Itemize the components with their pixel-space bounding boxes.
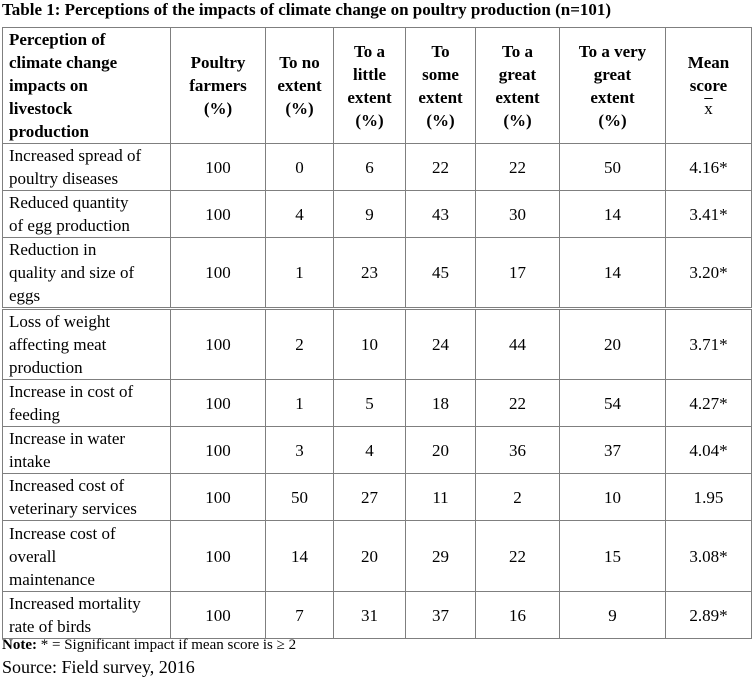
table-caption: Table 1: Perceptions of the impacts of climate change on poultry production (n=101)	[2, 0, 612, 19]
cell-very-great-extent: 37	[560, 427, 666, 474]
row-label: Increased cost of veterinary services	[3, 474, 171, 521]
row-label: Increase in cost of feeding	[3, 380, 171, 427]
cell-little-extent: 6	[334, 144, 406, 191]
cell-little-extent: 9	[334, 191, 406, 238]
cell-mean-score: 2.89*	[666, 592, 752, 639]
cell-no-extent: 7	[266, 592, 334, 639]
table-row	[3, 474, 752, 521]
cell-very-great-extent: 10	[560, 474, 666, 521]
cell-little-extent: 10	[334, 309, 406, 380]
cell-little-extent: 4	[334, 427, 406, 474]
cell-farmers: 100	[171, 521, 266, 592]
cell-very-great-extent: 14	[560, 238, 666, 309]
cell-some-extent: 43	[406, 191, 476, 238]
cell-no-extent: 50	[266, 474, 334, 521]
cell-some-extent: 24	[406, 309, 476, 380]
cell-mean-score: 3.08*	[666, 521, 752, 592]
table-row	[3, 144, 752, 191]
cell-farmers: 100	[171, 427, 266, 474]
table-row	[3, 427, 752, 474]
cell-mean-score: 4.27*	[666, 380, 752, 427]
cell-great-extent: 44	[476, 309, 560, 380]
table-note	[2, 636, 296, 654]
note-text: * = Significant impact if mean score is ≥ 2	[36, 637, 297, 653]
cell-very-great-extent: 9	[560, 592, 666, 639]
row-label: Increase cost of overall maintenance	[3, 521, 171, 592]
cell-some-extent: 37	[406, 592, 476, 639]
row-label: Increased mortality rate of birds	[3, 592, 171, 639]
cell-very-great-extent: 20	[560, 309, 666, 380]
cell-no-extent: 1	[266, 238, 334, 309]
cell-farmers: 100	[171, 144, 266, 191]
cell-great-extent: 2	[476, 474, 560, 521]
cell-little-extent: 20	[334, 521, 406, 592]
row-label: Reduction in quality and size of eggs	[3, 238, 171, 309]
cell-some-extent: 18	[406, 380, 476, 427]
header-poultry-farmers: Poultry farmers (%)	[171, 28, 266, 144]
cell-some-extent: 11	[406, 474, 476, 521]
table-row	[3, 309, 752, 380]
cell-mean-score: 3.41*	[666, 191, 752, 238]
cell-mean-score: 3.71*	[666, 309, 752, 380]
source-line: Source: Field survey, 2016	[2, 657, 195, 677]
table-row	[3, 521, 752, 592]
cell-no-extent: 2	[266, 309, 334, 380]
header-great-extent: To a great extent (%)	[476, 28, 560, 144]
cell-little-extent: 31	[334, 592, 406, 639]
header-row	[3, 28, 752, 144]
row-label: Increased spread of poultry diseases	[3, 144, 171, 191]
cell-great-extent: 36	[476, 427, 560, 474]
cell-mean-score: 3.20*	[666, 238, 752, 309]
header-very-great-extent: To a very great extent (%)	[560, 28, 666, 144]
table-row	[3, 592, 752, 639]
cell-mean-score: 4.16*	[666, 144, 752, 191]
cell-no-extent: 4	[266, 191, 334, 238]
cell-great-extent: 22	[476, 144, 560, 191]
cell-very-great-extent: 50	[560, 144, 666, 191]
cell-farmers: 100	[171, 474, 266, 521]
header-no-extent: To no extent (%)	[266, 28, 334, 144]
cell-mean-score: 4.04*	[666, 427, 752, 474]
header-little-extent: To a little extent (%)	[334, 28, 406, 144]
note-label: Note:	[2, 637, 37, 653]
cell-little-extent: 23	[334, 238, 406, 309]
cell-very-great-extent: 14	[560, 191, 666, 238]
cell-farmers: 100	[171, 309, 266, 380]
cell-little-extent: 27	[334, 474, 406, 521]
cell-farmers: 100	[171, 191, 266, 238]
header-some-extent: To some extent (%)	[406, 28, 476, 144]
cell-some-extent: 20	[406, 427, 476, 474]
row-label: Reduced quantity of egg production	[3, 191, 171, 238]
perceptions-table	[2, 27, 752, 639]
cell-little-extent: 5	[334, 380, 406, 427]
cell-some-extent: 22	[406, 144, 476, 191]
cell-great-extent: 22	[476, 521, 560, 592]
cell-great-extent: 17	[476, 238, 560, 309]
cell-great-extent: 30	[476, 191, 560, 238]
cell-farmers: 100	[171, 592, 266, 639]
table-row	[3, 380, 752, 427]
cell-mean-score: 1.95	[666, 474, 752, 521]
header-mean-score: Mean score $\overline{x}$	[666, 28, 752, 144]
cell-some-extent: 45	[406, 238, 476, 309]
x-bar-symbol: $\overline{x}$	[704, 99, 713, 118]
cell-no-extent: 3	[266, 427, 334, 474]
header-perception: Perception of climate change impacts on livestock production	[3, 28, 171, 144]
row-label: Loss of weight affecting meat production	[3, 309, 171, 380]
cell-no-extent: 0	[266, 144, 334, 191]
cell-great-extent: 16	[476, 592, 560, 639]
cell-very-great-extent: 54	[560, 380, 666, 427]
cell-no-extent: 1	[266, 380, 334, 427]
table-row	[3, 238, 752, 309]
cell-no-extent: 14	[266, 521, 334, 592]
cell-some-extent: 29	[406, 521, 476, 592]
cell-great-extent: 22	[476, 380, 560, 427]
cell-farmers: 100	[171, 380, 266, 427]
cell-farmers: 100	[171, 238, 266, 309]
cell-very-great-extent: 15	[560, 521, 666, 592]
row-label: Increase in water intake	[3, 427, 171, 474]
table-row	[3, 191, 752, 238]
